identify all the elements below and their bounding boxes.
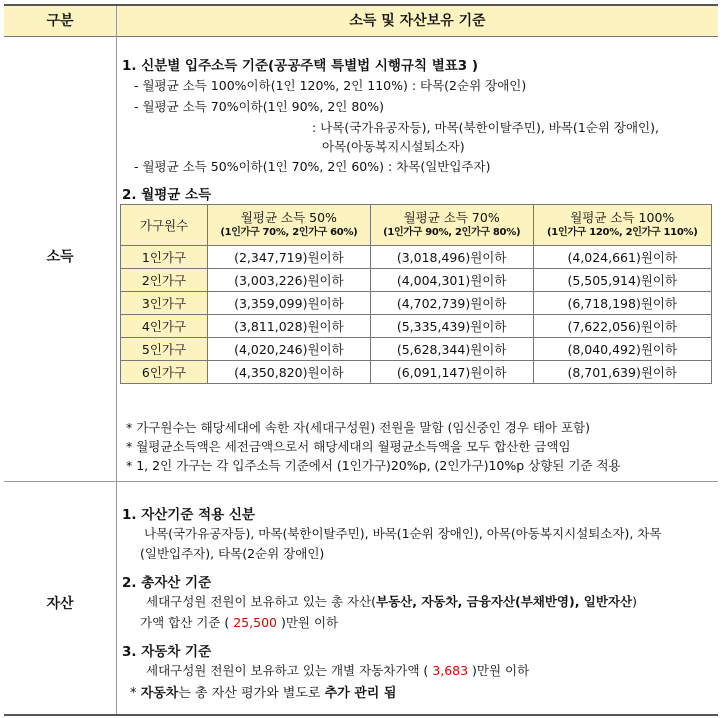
asset-text: 세대구성원 전원이 보유하고 있는 개별 자동차가액 ( <box>146 663 433 678</box>
table-row <box>121 338 712 361</box>
asset-line: (일반입주자), 타목(2순위 장애인) <box>140 546 325 561</box>
income-note: * 가구원수는 해당세대에 속한 자(세대구성원) 전원을 말함 (임신중인 경우 태아 포함) <box>126 420 590 435</box>
income-line: 아목(아동복지시설퇴소자) <box>322 139 465 154</box>
header-income-50 <box>208 205 371 246</box>
income-table <box>120 204 712 384</box>
table-cell: (4,024,661)원이하 <box>533 246 711 269</box>
table-cell: (3,018,496)원이하 <box>370 246 533 269</box>
header-main: 월평균 소득 70% <box>403 210 500 225</box>
table-cell: 4인가구 <box>121 315 208 338</box>
asset-text: 는 총 자산 평가와 별도로 <box>178 686 325 701</box>
asset-types: 부동산, 자동차, 금융자산(부채반영), 일반자산 <box>376 594 633 609</box>
asset-section2-title: 2. 총자산 기준 <box>122 575 212 591</box>
header-sub: (1인가구 90%, 2인가구 80%) <box>383 227 521 238</box>
table-cell: (4,004,301)원이하 <box>370 269 533 292</box>
header-household-size <box>121 205 208 246</box>
table-cell: (5,335,439)원이하 <box>370 315 533 338</box>
table-cell: 1인가구 <box>121 246 208 269</box>
income-line: - 월평균 소득 70%이하(1인 90%, 2인 80%) <box>134 99 385 114</box>
income-note: * 월평균소득액은 세전금액으로서 해당세대의 월평균소득액을 모두 합산한 금액임 <box>126 439 571 454</box>
asset-line <box>146 592 637 610</box>
asset-text: )만원 이하 <box>276 615 339 630</box>
table-cell: (4,702,739)원이하 <box>370 292 533 315</box>
asset-section1-title: 1. 자산기준 적용 신분 <box>122 507 255 523</box>
table-cell: (3,811,028)원이하 <box>208 315 371 338</box>
income-section2-title: 2. 월평균 소득 <box>122 187 212 203</box>
asset-line <box>140 613 338 631</box>
asset-line <box>146 661 529 679</box>
asset-text: ) <box>632 594 637 609</box>
table-cell: (3,003,226)원이하 <box>208 269 371 292</box>
table-row <box>121 246 712 269</box>
income-line: : 나목(국가유공자등), 마목(북한이탈주민), 바목(1순위 장애인), <box>312 120 659 135</box>
asset-text: 가액 합산 기준 ( <box>140 615 234 630</box>
column-divider <box>116 36 117 714</box>
header-category: 구분 <box>4 6 117 36</box>
table-cell: (8,701,639)원이하 <box>533 361 711 384</box>
row-divider <box>4 481 718 482</box>
asset-text: )만원 이하 <box>468 663 530 678</box>
table-cell: (4,020,246)원이하 <box>208 338 371 361</box>
income-table-header-row <box>121 205 712 246</box>
table-cell: (6,091,147)원이하 <box>370 361 533 384</box>
table-cell: 5인가구 <box>121 338 208 361</box>
table-row <box>121 292 712 315</box>
asset-section3-title: 3. 자동차 기준 <box>122 644 212 660</box>
asset-emphasis: 추가 관리 됨 <box>324 686 397 701</box>
table-cell: (8,040,492)원이하 <box>533 338 711 361</box>
income-line: - 월평균 소득 100%이하(1인 120%, 2인 110%) : 타목(2순위 장애인) <box>134 78 527 93</box>
asset-note <box>130 682 396 701</box>
car-value-limit: 3,683 <box>432 663 469 678</box>
table-cell: (2,347,719)원이하 <box>208 246 371 269</box>
header-sub: (1인가구 70%, 2인가구 60%) <box>220 227 358 238</box>
header-criteria: 소득 및 자산보유 기준 <box>349 13 486 29</box>
asset-label: 자산 <box>46 596 74 612</box>
income-section1-title: 1. 신분별 입주소득 기준(공공주택 특별법 시행규칙 별표3 ) <box>122 58 479 74</box>
header-main: 월평균 소득 50% <box>240 210 337 225</box>
table-cell: 6인가구 <box>121 361 208 384</box>
income-note: * 1, 2인 가구는 각 입주소득 기준에서 (1인가구)20%p, (2인가구)10%p 상향된 기준 적용 <box>126 458 621 473</box>
table-header <box>4 6 718 37</box>
table-cell: 2인가구 <box>121 269 208 292</box>
table-cell: (4,350,820)원이하 <box>208 361 371 384</box>
header-sub: (1인가구 120%, 2인가구 110%) <box>547 227 698 238</box>
table-cell: (5,628,344)원이하 <box>370 338 533 361</box>
table-cell: 3인가구 <box>121 292 208 315</box>
table-cell: (7,622,056)원이하 <box>533 315 711 338</box>
table-cell: (6,718,198)원이하 <box>533 292 711 315</box>
header-main: 월평균 소득 100% <box>570 210 675 225</box>
asset-text: 세대구성원 전원이 보유하고 있는 총 자산( <box>146 594 377 609</box>
asset-emphasis: 자동차 <box>140 686 179 701</box>
header-income-70 <box>370 205 533 246</box>
total-asset-limit: 25,500 <box>233 615 277 630</box>
table-row <box>121 361 712 384</box>
income-line: - 월평균 소득 50%이하(1인 70%, 2인 60%) : 차목(일반입주자) <box>134 159 491 174</box>
table-cell: (5,505,914)원이하 <box>533 269 711 292</box>
table-row <box>121 315 712 338</box>
asset-text: * <box>130 686 141 701</box>
header-main: 가구원수 <box>139 217 189 233</box>
income-label: 소득 <box>46 249 74 265</box>
criteria-table <box>4 4 718 716</box>
table-row <box>121 269 712 292</box>
header-income-100 <box>533 205 711 246</box>
asset-line: 나목(국가유공자등), 마목(북한이탈주민), 바목(1순위 장애인), 아목(아동복지시설퇴소자), 차목 <box>144 526 662 541</box>
table-cell: (3,359,099)원이하 <box>208 292 371 315</box>
